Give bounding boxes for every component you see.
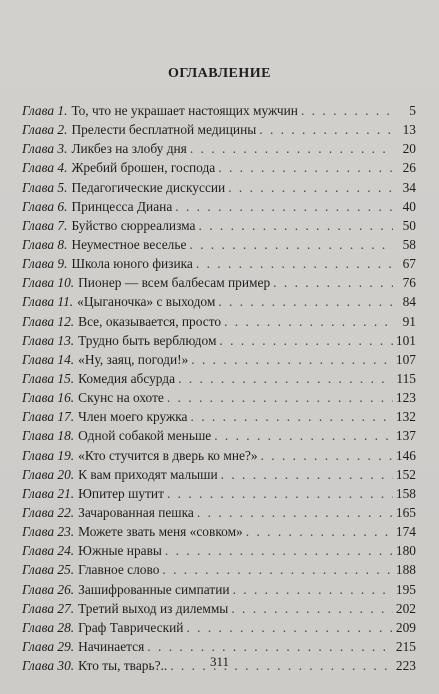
chapter-title: Главное слово: [78, 562, 160, 578]
dot-leader: [231, 599, 393, 618]
dot-leader: [228, 178, 393, 197]
chapter-title: Жребий брошен, господа: [71, 160, 216, 176]
chapter-word: Глава: [22, 619, 55, 635]
chapter-title: Зашифрованные симпатии: [78, 581, 230, 597]
chapter-word: Глава: [22, 256, 55, 272]
chapter-page: 50: [402, 217, 416, 233]
chapter-title: Скунс на охоте: [78, 390, 164, 406]
chapter-number: [22, 541, 74, 560]
toc-entry: [22, 388, 416, 407]
dot-leader: [197, 503, 393, 522]
chapter-word: Глава: [22, 179, 55, 195]
chapter-page: 107: [395, 351, 416, 367]
chapter-page: 152: [395, 466, 416, 482]
toc-entry: [22, 599, 416, 618]
toc-entry: [22, 292, 416, 311]
chapter-num: 6.: [57, 198, 68, 214]
chapter-num: 1.: [57, 103, 68, 118]
chapter-page: 34: [402, 179, 416, 195]
chapter-word: Глава: [22, 504, 55, 520]
chapter-page: 76: [402, 275, 416, 291]
chapter-title: «Ну, заяц, погоди!»: [78, 351, 189, 367]
chapter-num: 21.: [57, 485, 75, 501]
chapter-word: Глава: [22, 141, 55, 157]
chapter-title: «Цыганочка» с выходом: [77, 294, 216, 310]
dot-leader: [224, 312, 393, 331]
toc-heading: ОГЛАВЛЕНИЕ: [168, 66, 271, 81]
chapter-page: 146: [395, 447, 416, 463]
chapter-title: Неуместное веселье: [71, 236, 187, 252]
chapter-page: 195: [395, 581, 416, 597]
dot-leader: [167, 388, 393, 407]
chapter-word: Глава: [22, 524, 55, 540]
chapter-title: «Кто стучится в дверь ко мне?»: [78, 447, 258, 463]
dot-leader: [162, 560, 393, 579]
chapter-title: Начинается: [78, 638, 145, 654]
chapter-title: Граф Таврический: [78, 619, 184, 635]
chapter-word: Глава: [22, 351, 55, 367]
toc-entry: [22, 197, 416, 216]
chapter-word: Глава: [22, 160, 55, 176]
chapter-word: Глава: [22, 600, 55, 616]
chapter-word: Глава: [22, 562, 55, 578]
toc-entry: [22, 254, 416, 273]
dot-leader: [191, 407, 393, 426]
chapter-page: 215: [395, 638, 416, 654]
chapter-number: [22, 350, 74, 369]
chapter-page: 26: [402, 160, 416, 176]
chapter-number: [22, 522, 74, 541]
toc-entry: [22, 312, 416, 331]
chapter-page: 209: [395, 619, 416, 635]
chapter-word: Глава: [22, 466, 55, 482]
toc-entry: [22, 369, 416, 388]
dot-leader: [190, 139, 393, 158]
chapter-num: 23.: [57, 524, 75, 540]
chapter-page: 165: [395, 504, 416, 520]
chapter-word: Глава: [22, 332, 55, 348]
toc-entry: [22, 580, 416, 599]
chapter-num: 19.: [57, 447, 75, 463]
chapter-num: 20.: [57, 466, 75, 482]
toc-entry: [22, 235, 416, 254]
chapter-number: [22, 101, 67, 120]
chapter-word: Глава: [22, 370, 55, 386]
toc-entry: [22, 158, 416, 177]
chapter-page: 91: [402, 313, 416, 329]
dot-leader: [175, 197, 393, 216]
chapter-page: 202: [395, 600, 416, 616]
chapter-word: Глава: [22, 543, 55, 559]
chapter-page: 132: [395, 409, 416, 425]
chapter-word: Глава: [22, 485, 55, 501]
chapter-title: Прелести бесплатной медицины: [71, 122, 257, 138]
chapter-number: [22, 139, 67, 158]
dot-leader: [178, 369, 393, 388]
chapter-title: Южные нравы: [78, 543, 162, 559]
chapter-title: То, что не украшает настоящих мужчин: [71, 103, 298, 118]
chapter-num: 14.: [57, 351, 75, 367]
dot-leader: [233, 580, 393, 599]
dot-leader: [199, 216, 393, 235]
chapter-page: 40: [402, 198, 416, 214]
chapter-number: [22, 235, 67, 254]
chapter-num: 17.: [57, 409, 75, 425]
toc-entry: [22, 426, 416, 445]
chapter-word: Глава: [22, 638, 55, 654]
dot-leader: [301, 101, 393, 120]
chapter-num: 27.: [57, 600, 75, 616]
chapter-word: Глава: [22, 217, 55, 233]
dot-leader: [273, 273, 393, 292]
chapter-number: [22, 331, 74, 350]
dot-leader: [186, 618, 392, 637]
chapter-num: 4.: [57, 160, 68, 176]
chapter-title: Буйство сюрреализма: [71, 217, 196, 233]
chapter-page: 58: [402, 236, 416, 252]
chapter-page: 123: [395, 390, 416, 406]
dot-leader: [221, 465, 393, 484]
chapter-title: Можете звать меня «совком»: [78, 524, 243, 540]
chapter-num: 18.: [57, 428, 75, 444]
toc-list: [22, 101, 416, 675]
chapter-number: [22, 484, 74, 503]
chapter-num: 13.: [57, 332, 75, 348]
chapter-number: [22, 158, 67, 177]
chapter-page: 13: [402, 122, 416, 138]
chapter-number: [22, 580, 74, 599]
toc-entry: [22, 101, 416, 120]
chapter-word: Глава: [22, 409, 55, 425]
chapter-num: 8.: [57, 236, 68, 252]
dot-leader: [218, 158, 393, 177]
chapter-word: Глава: [22, 313, 55, 329]
chapter-num: 24.: [57, 543, 75, 559]
dot-leader: [259, 120, 393, 139]
chapter-num: 28.: [57, 619, 75, 635]
toc-entry: [22, 273, 416, 292]
chapter-number: [22, 369, 74, 388]
dot-leader: [214, 426, 393, 445]
dot-leader: [218, 292, 393, 311]
dot-leader: [219, 331, 392, 350]
toc-entry: [22, 522, 416, 541]
chapter-num: 25.: [57, 562, 75, 578]
chapter-number: [22, 120, 67, 139]
chapter-page: 20: [402, 141, 416, 157]
dot-leader: [165, 541, 393, 560]
chapter-num: 10.: [57, 275, 75, 291]
chapter-word: Глава: [22, 103, 55, 118]
toc-entry: [22, 216, 416, 235]
toc-entry: [22, 484, 416, 503]
chapter-number: [22, 254, 67, 273]
chapter-title: Пионер — всем балбесам пример: [78, 275, 271, 291]
toc-entry: [22, 139, 416, 158]
dot-leader: [261, 446, 393, 465]
chapter-word: Глава: [22, 275, 55, 291]
chapter-title: Зачарованная пешка: [78, 504, 194, 520]
chapter-page: 223: [395, 658, 416, 674]
chapter-word: Глава: [22, 122, 55, 138]
chapter-title: Трудно быть верблюдом: [78, 332, 217, 348]
toc-entry: [22, 120, 416, 139]
chapter-title: Комедия абсурда: [78, 370, 176, 386]
dot-leader: [246, 522, 393, 541]
toc-entry: [22, 178, 416, 197]
page-number: 311: [209, 654, 230, 669]
chapter-word: Глава: [22, 236, 55, 252]
chapter-number: [22, 312, 74, 331]
chapter-num: 7.: [57, 217, 68, 233]
chapter-word: Глава: [22, 294, 55, 310]
chapter-num: 11.: [57, 294, 74, 310]
chapter-num: 22.: [57, 504, 75, 520]
chapter-title: Кто ты, тварь?..: [78, 658, 168, 674]
dot-leader: [191, 350, 393, 369]
chapter-num: 5.: [57, 179, 68, 195]
chapter-number: [22, 178, 67, 197]
chapter-num: 9.: [57, 256, 68, 272]
chapter-title: Третий выход из дилеммы: [78, 600, 229, 616]
chapter-number: [22, 599, 74, 618]
toc-entry: [22, 350, 416, 369]
toc-entry: [22, 541, 416, 560]
chapter-number: [22, 407, 74, 426]
chapter-num: 15.: [57, 370, 75, 386]
chapter-num: 26.: [57, 581, 75, 597]
chapter-title: К вам приходят малыши: [78, 466, 218, 482]
toc-entry: [22, 407, 416, 426]
chapter-title: Член моего кружка: [78, 409, 188, 425]
toc-entry: [22, 465, 416, 484]
chapter-title: Одной собакой меньше: [78, 428, 212, 444]
toc-entry: [22, 331, 416, 350]
chapter-number: [22, 216, 67, 235]
chapter-title: Педагогические дискуссии: [71, 179, 226, 195]
chapter-page: 137: [395, 428, 416, 444]
chapter-word: Глава: [22, 447, 55, 463]
dot-leader: [196, 254, 393, 273]
chapter-number: [22, 618, 74, 637]
chapter-title: Школа юного физика: [71, 256, 193, 272]
chapter-page: 5: [409, 103, 416, 118]
chapter-word: Глава: [22, 658, 55, 674]
chapter-number: [22, 503, 74, 522]
chapter-num: 3.: [57, 141, 68, 157]
toc-entry: [22, 503, 416, 522]
chapter-num: 29.: [57, 638, 75, 654]
chapter-page: 174: [395, 524, 416, 540]
chapter-page: 101: [395, 332, 416, 348]
chapter-page: 180: [395, 543, 416, 559]
toc-entry: [22, 446, 416, 465]
dot-leader: [189, 235, 393, 254]
chapter-page: 188: [395, 562, 416, 578]
chapter-num: 16.: [57, 390, 75, 406]
chapter-number: [22, 426, 74, 445]
chapter-word: Глава: [22, 198, 55, 214]
chapter-number: [22, 273, 74, 292]
chapter-word: Глава: [22, 581, 55, 597]
chapter-num: 30.: [57, 658, 75, 674]
chapter-title: Ликбез на злобу дня: [71, 141, 187, 157]
chapter-num: 12.: [57, 313, 75, 329]
chapter-number: [22, 560, 74, 579]
chapter-page: 115: [396, 370, 416, 386]
chapter-number: [22, 446, 74, 465]
chapter-page: 158: [395, 485, 416, 501]
dot-leader: [167, 484, 393, 503]
chapter-word: Глава: [22, 390, 55, 406]
chapter-number: [22, 292, 73, 311]
chapter-number: [22, 197, 67, 216]
chapter-number: [22, 465, 74, 484]
chapter-word: Глава: [22, 428, 55, 444]
chapter-num: 2.: [57, 122, 68, 138]
toc-entry: [22, 560, 416, 579]
chapter-number: [22, 388, 74, 407]
chapter-page: 67: [402, 256, 416, 272]
chapter-page: 84: [402, 294, 416, 310]
chapter-title: Юпитер шутит: [78, 485, 164, 501]
chapter-title: Принцесса Диана: [71, 198, 173, 214]
chapter-title: Все, оказывается, просто: [78, 313, 222, 329]
toc-entry: [22, 618, 416, 637]
